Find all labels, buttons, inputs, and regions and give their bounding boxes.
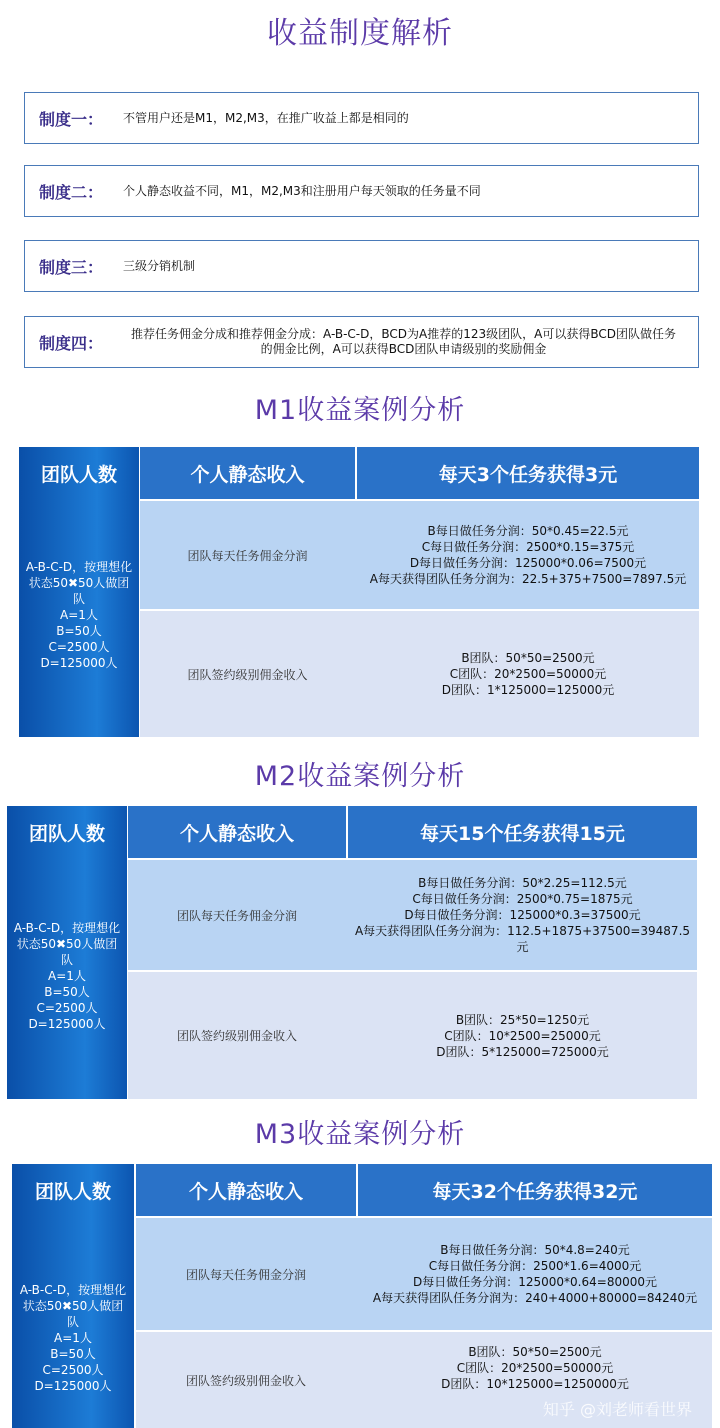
team-line: A=1人: [48, 969, 86, 983]
team-line: B=50人: [44, 985, 90, 999]
calc-line: C团队：20*2500=50000元: [449, 667, 607, 681]
team-line: D=125000人: [34, 1379, 112, 1393]
calc-line: D团队：5*125000=725000元: [436, 1044, 609, 1059]
calc-line: A每天获得团队任务分润为：22.5+375+7500=7897.5元: [369, 572, 687, 586]
calc-line: C每日做任务分润：2500*0.75=1875元: [412, 892, 633, 906]
table-title: M1收益案例分析: [254, 395, 466, 426]
task-commission-calc: [348, 860, 697, 970]
team-line: 状态50✖50人做团: [28, 576, 130, 590]
calc-line: B每日做任务分润：50*0.45=22.5元: [427, 524, 629, 538]
team-size-text: [7, 920, 127, 1032]
team-size-column: [12, 1164, 134, 1428]
rule-box-1: [24, 92, 699, 144]
team-line: 状态50✖50人做团: [16, 937, 118, 951]
rule-text: 三级分销机制: [123, 258, 196, 273]
income-table-m1: [19, 447, 699, 737]
calc-line: A每天获得团队任务分润为：112.5+1875+37500=39487.5: [354, 924, 691, 938]
team-line: C=2500人: [36, 1001, 98, 1015]
header-team-size: 团队人数: [40, 463, 117, 486]
rule-box-3: [24, 240, 699, 292]
calc-line: B每日做任务分润：50*2.25=112.5元: [418, 876, 627, 890]
calc-line: C每日做任务分润：2500*1.6=4000元: [428, 1259, 642, 1273]
task-commission-calc: [358, 1218, 712, 1330]
rule-label: 制度四：: [39, 333, 104, 353]
rule-label: 制度三：: [39, 257, 104, 277]
calc-line: D每日做任务分润：125000*0.06=7500元: [409, 556, 647, 570]
team-line: C=2500人: [42, 1363, 104, 1377]
calc-line: D团队：10*125000=1250000元: [441, 1377, 629, 1391]
calc-line: D每日做任务分润：125000*0.3=37500元: [404, 908, 641, 922]
calc-line: B团队：50*50=2500元: [468, 1345, 602, 1359]
team-line: 队: [66, 1315, 79, 1329]
rule-label: 制度一：: [39, 109, 104, 129]
row-label: 团队签约级别佣金收入: [187, 667, 308, 682]
team-line: A-B-C-D，按理想化: [19, 1283, 127, 1297]
team-line: A-B-C-D，按理想化: [13, 921, 121, 935]
row-label: 团队签约级别佣金收入: [176, 1029, 297, 1043]
team-size-text: [19, 559, 139, 671]
task-commission-calc: [357, 501, 699, 609]
rule-label: 制度二：: [39, 182, 104, 202]
table-title: M2收益案例分析: [254, 761, 466, 792]
team-line: A-B-C-D，按理想化: [25, 560, 133, 574]
table-title: M3收益案例分析: [254, 1119, 466, 1150]
team-size-text: [12, 1282, 134, 1394]
team-line: 状态50✖50人做团: [22, 1299, 124, 1313]
row-label: 团队每天任务佣金分润: [176, 908, 297, 923]
team-size-column: [19, 447, 139, 737]
calc-line: B团队：50*50=2500元: [461, 651, 595, 665]
calc-line: B每日做任务分润：50*4.8=240元: [440, 1243, 630, 1257]
header-static-income: 个人静态收入: [136, 1164, 356, 1216]
team-line: C=2500人: [48, 640, 110, 654]
watermark: 知乎 @刘老师看世界: [542, 1400, 692, 1419]
header-daily-tasks: 每天3个任务获得3元: [357, 447, 699, 499]
calc-line: A每天获得团队任务分润为：240+4000+80000=84240元: [372, 1291, 698, 1305]
signing-commission-calc: [357, 611, 699, 737]
header-daily-tasks: 每天15个任务获得15元: [348, 806, 697, 858]
row-label: 团队每天任务佣金分润: [187, 548, 308, 563]
header-static-income: 个人静态收入: [128, 806, 346, 858]
calc-line: B团队：25*50=1250元: [455, 1012, 590, 1027]
income-table-m3: [12, 1164, 712, 1428]
team-line: A=1人: [60, 608, 98, 622]
team-line: D=125000人: [40, 656, 118, 670]
header-team-size: 团队人数: [28, 822, 105, 845]
team-line: B=50人: [56, 624, 102, 638]
rule-text: 不管用户还是M1，M2,M3，在推广收益上都是相同的: [123, 110, 409, 125]
calc-line: D团队：1*125000=125000元: [441, 683, 615, 697]
rule-box-2: [24, 165, 699, 217]
row-label: 团队每天任务佣金分润: [185, 1267, 306, 1282]
team-line: 队: [72, 592, 85, 606]
calc-line: C团队：20*2500=50000元: [456, 1361, 614, 1375]
team-line: A=1人: [54, 1331, 92, 1345]
signing-commission-calc: [348, 972, 697, 1099]
calc-line: 元: [516, 940, 529, 954]
team-line: B=50人: [50, 1347, 96, 1361]
team-size-column: [7, 806, 127, 1099]
header-team-size: 团队人数: [34, 1180, 111, 1203]
calc-line: C团队：10*2500=25000元: [444, 1028, 601, 1043]
row-label: 团队签约级别佣金收入: [185, 1373, 306, 1388]
rule-box-4: [24, 316, 699, 368]
calc-line: C每日做任务分润：2500*0.15=375元: [421, 540, 635, 554]
calc-line: D每日做任务分润：125000*0.64=80000元: [413, 1275, 657, 1289]
rule-text: 推荐任务佣金分成和推荐佣金分成：A-B-C-D，BCD为A推荐的123级团队，A可以获得BCD团队做任务的佣金比例，A可以获得BCD团队申请级别的奖励佣金: [131, 327, 676, 356]
team-line: D=125000人: [28, 1017, 106, 1031]
income-table-m2: [7, 806, 697, 1099]
rule-text: 个人静态收益不同，M1，M2,M3和注册用户每天领取的任务量不同: [123, 183, 481, 198]
page-title: 收益制度解析: [267, 16, 453, 51]
header-static-income: 个人静态收入: [140, 447, 355, 499]
header-daily-tasks: 每天32个任务获得32元: [358, 1164, 712, 1216]
team-line: 队: [60, 953, 73, 967]
